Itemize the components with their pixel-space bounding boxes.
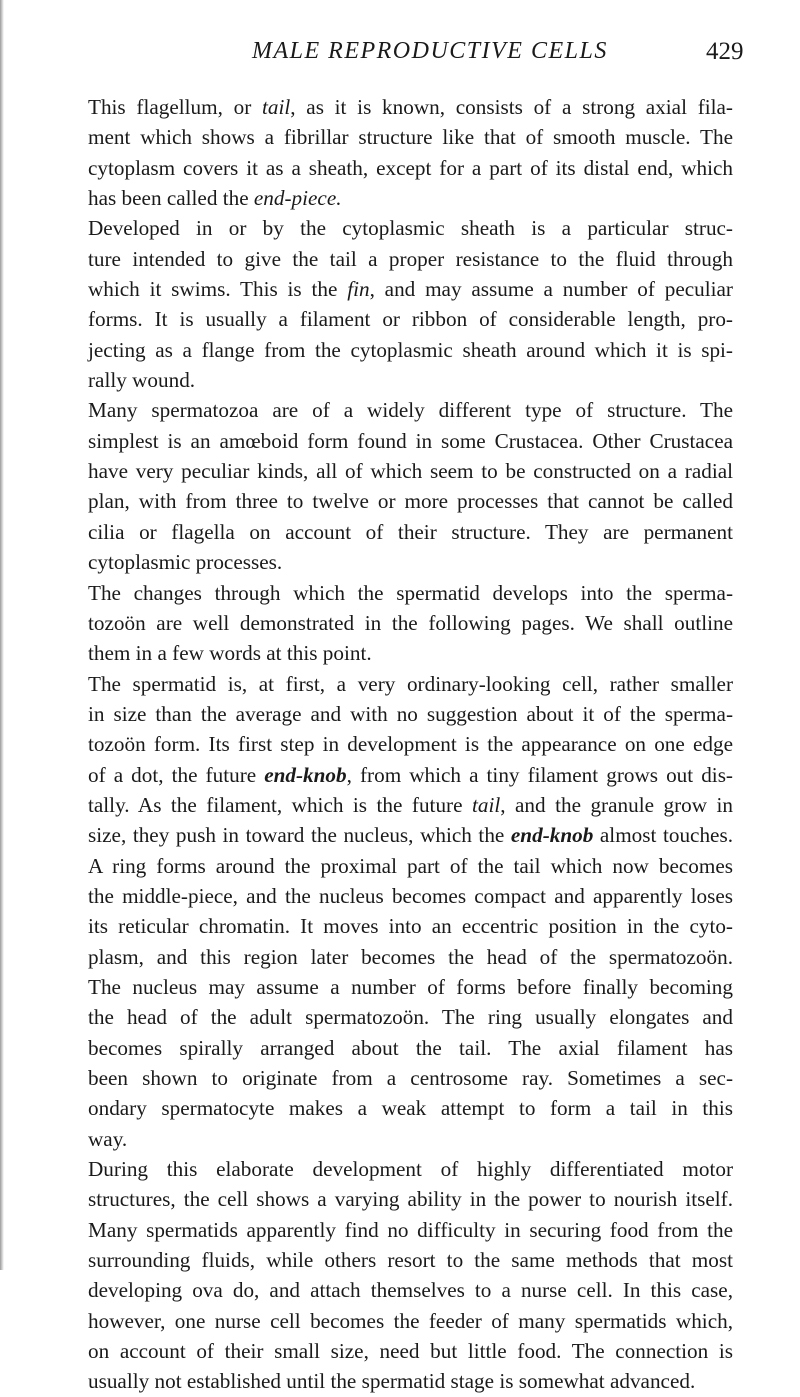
emphasized-term: fin — [347, 277, 370, 302]
text-segment: structures, the cell shows a varying ability in the power to nourish itself. — [88, 1187, 733, 1212]
text-line — [88, 669, 733, 699]
text-line — [88, 972, 733, 1002]
text-segment: rally wound. — [88, 368, 196, 393]
text-segment: plan, with from three to twelve or more processes that cannot be called — [88, 489, 733, 514]
text-line — [88, 760, 733, 790]
text-line — [88, 1124, 733, 1154]
text-line — [88, 1154, 733, 1184]
text-segment: way. — [88, 1126, 128, 1151]
text-line — [88, 92, 733, 122]
text-line — [88, 153, 733, 183]
text-segment: of a dot, the future — [88, 762, 265, 787]
text-segment: tally. As the filament, which is the future — [88, 792, 472, 817]
text-line — [88, 1336, 733, 1366]
text-line — [88, 881, 733, 911]
text-line — [88, 426, 733, 456]
text-segment: ment which shows a fibrillar structure like that of smooth muscle. The — [88, 125, 733, 150]
text-line — [88, 1093, 733, 1123]
text-segment: tozoön are well demonstrated in the following pages. We shall outline — [88, 610, 733, 635]
text-line — [88, 365, 733, 395]
text-segment: the middle-piece, and the nucleus becomes compact and apparently loses — [88, 883, 733, 908]
text-segment: , as it is known, consists of a strong axial fila- — [290, 95, 733, 119]
page-number: 429 — [706, 38, 744, 65]
text-line — [88, 183, 733, 213]
text-segment: in size than the average and with no suggestion about it of the sperma- — [88, 701, 733, 726]
text-line — [88, 395, 733, 425]
text-line — [88, 213, 733, 243]
text-segment: Many spermatozoa are of a widely different type of structure. The — [88, 398, 733, 423]
text-line — [88, 456, 733, 486]
text-line — [88, 1215, 733, 1245]
text-segment: however, one nurse cell becomes the feeder of many spermatids which, — [88, 1308, 733, 1333]
text-segment: Developed in or by the cytoplasmic sheath is a particular struc- — [88, 216, 733, 241]
text-segment: developing ova do, and attach themselves to a nurse cell. In this case, — [88, 1278, 733, 1303]
text-segment: the head of the adult spermatozoön. The ring usually elongates and — [88, 1005, 733, 1030]
text-segment: almost touches. — [593, 823, 734, 848]
body-text — [88, 92, 733, 1397]
text-line — [88, 729, 733, 759]
text-line — [88, 122, 733, 152]
text-line — [88, 911, 733, 941]
text-segment: The nucleus may assume a number of forms before finally becoming — [88, 974, 733, 999]
text-segment: them in a few words at this point. — [88, 641, 372, 666]
text-line — [88, 699, 733, 729]
text-segment: cytoplasmic processes. — [88, 550, 283, 575]
page-spine-edge — [0, 0, 4, 1270]
text-line — [88, 547, 733, 577]
text-segment: usually not established until the spermatid stage is somewhat advanced. — [88, 1369, 696, 1394]
text-segment: its reticular chromatin. It moves into an eccentric position in the cyto- — [88, 914, 733, 939]
text-line — [88, 638, 733, 668]
text-segment: ondary spermatocyte makes a weak attempt to form a tail in this — [88, 1096, 733, 1121]
text-line — [88, 1184, 733, 1214]
text-segment: This flagellum, or — [88, 95, 262, 119]
text-segment: forms. It is usually a filament or ribbon of considerable length, pro- — [88, 307, 733, 332]
text-line — [88, 942, 733, 972]
text-line — [88, 851, 733, 881]
text-segment: During this elaborate development of highly differentiated motor — [88, 1157, 733, 1182]
text-segment: A ring forms around the proximal part of the tail which now becomes — [88, 853, 733, 878]
emphasized-term: tail — [471, 792, 501, 817]
text-line — [88, 820, 733, 850]
text-segment: Many spermatids apparently find no difficulty in securing food from the — [88, 1217, 733, 1242]
emphasized-term: tail — [262, 95, 291, 119]
text-line — [88, 1063, 733, 1093]
text-line — [88, 1002, 733, 1032]
text-segment: on account of their small size, need but little food. The connection is — [88, 1339, 733, 1364]
text-line — [88, 1275, 733, 1305]
text-line — [88, 335, 733, 365]
emphasized-term: end-piece. — [253, 186, 342, 211]
text-line — [88, 274, 733, 304]
text-segment: simplest is an amœboid form found in some Crustacea. Other Crustacea — [88, 428, 733, 453]
text-line — [88, 1033, 733, 1063]
text-segment: surrounding fluids, while others resort to the same methods that most — [88, 1248, 733, 1273]
text-segment: jecting as a flange from the cytoplasmic sheath around which it is spi- — [88, 337, 733, 362]
text-line — [88, 517, 733, 547]
text-segment: The spermatid is, at first, a very ordinary-looking cell, rather smaller — [88, 671, 733, 696]
text-segment: The changes through which the spermatid develops into the sperma- — [88, 580, 733, 605]
text-segment: , and may assume a number of peculiar — [369, 277, 733, 302]
text-segment: which it swims. This is the — [88, 277, 348, 302]
text-segment: ture intended to give the tail a proper resistance to the fluid through — [88, 246, 733, 271]
text-segment: , from which a tiny filament grows out dis- — [346, 762, 733, 787]
running-head: MALE REPRODUCTIVE CELLS — [252, 38, 608, 64]
text-segment: been shown to originate from a centrosome ray. Sometimes a sec- — [88, 1066, 733, 1090]
text-line — [88, 1366, 733, 1396]
text-line — [88, 790, 733, 820]
text-segment: tozoön form. Its first step in development is the appearance on one edge — [88, 732, 733, 757]
page-header — [0, 38, 800, 78]
text-line — [88, 1245, 733, 1275]
emphasized-term: end-knob — [510, 823, 594, 848]
text-line — [88, 1306, 733, 1336]
text-line — [88, 608, 733, 638]
text-segment: cytoplasm covers it as a sheath, except for a part of its distal end, which — [88, 155, 733, 180]
text-line — [88, 578, 733, 608]
text-segment: cilia or flagella on account of their structure. They are permanent — [88, 519, 733, 544]
text-segment: size, they push in toward the nucleus, which the — [88, 823, 511, 848]
text-segment: , and the granule grow in — [500, 792, 733, 817]
text-segment: have very peculiar kinds, all of which seem to be constructed on a radial — [88, 459, 733, 484]
text-line — [88, 244, 733, 274]
text-line — [88, 486, 733, 516]
text-segment: becomes spirally arranged about the tail. The axial filament has — [88, 1035, 733, 1060]
text-line — [88, 304, 733, 334]
emphasized-term: end-knob — [264, 762, 347, 787]
text-segment: plasm, and this region later becomes the head of the spermatozoön. — [88, 944, 733, 969]
text-segment: has been called the — [88, 186, 254, 211]
